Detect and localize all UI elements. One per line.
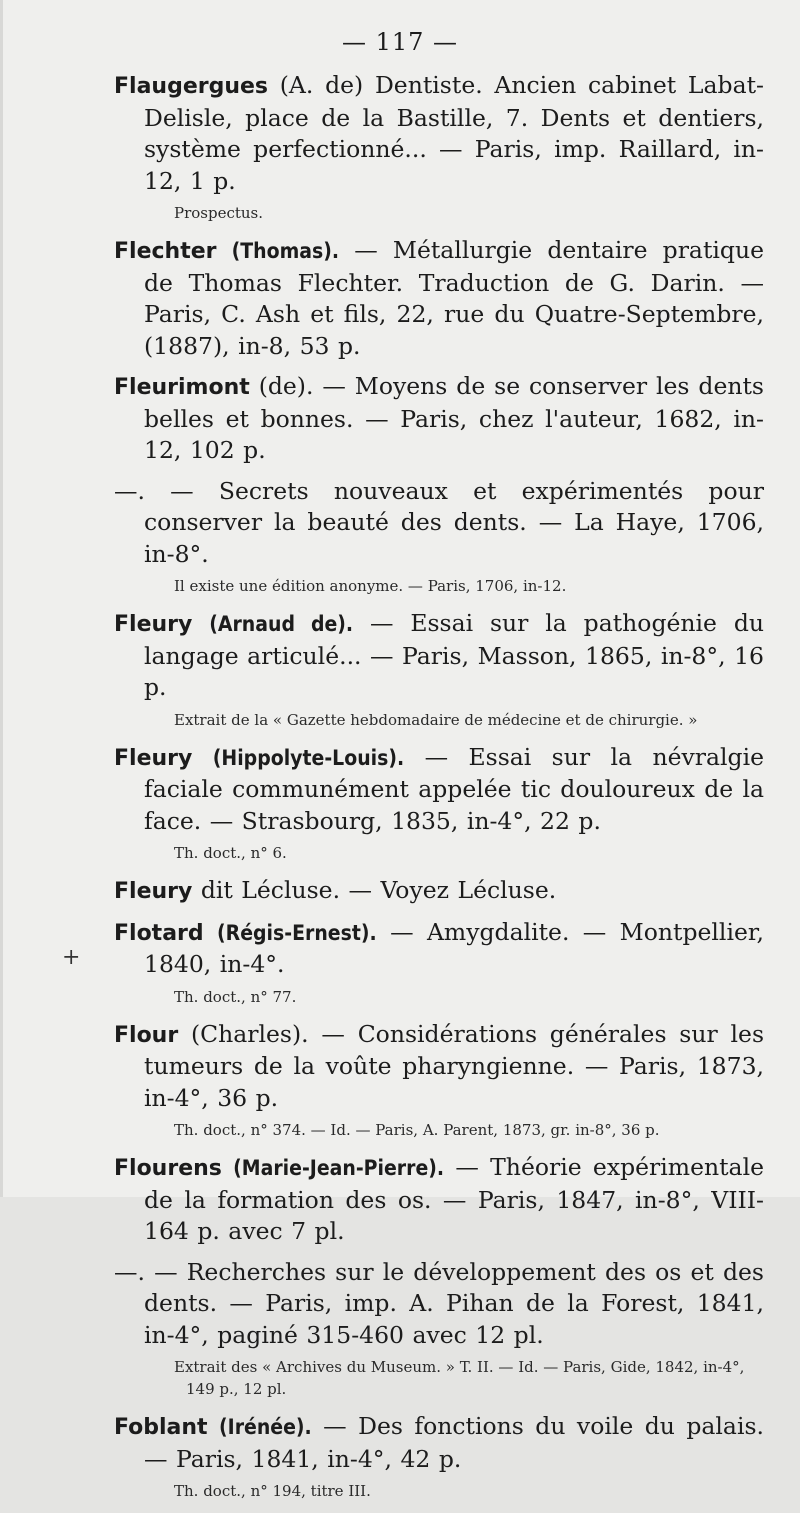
entry-note: Prospectus. xyxy=(174,204,264,222)
entry-fleury-arnaud xyxy=(114,608,764,704)
entry-note: Extrait des « Archives du Museum. » T. II. — Id. — Paris, Gide, 1842, in-4°, 149 p., 12 pl. xyxy=(174,1358,745,1398)
entry-foblant xyxy=(114,1411,764,1475)
entry-flourens xyxy=(114,1152,764,1248)
entry-given-name: (A. de) xyxy=(279,71,364,99)
entry-given-name: (Hippolyte-Louis). xyxy=(212,745,405,770)
entry-flotard xyxy=(114,917,764,981)
entry-text: — Essai sur la pathogénie du langage articulé... — Paris, Masson, 1865, in-8°, 16 p. xyxy=(144,609,764,701)
page-number: — 117 — xyxy=(341,28,459,56)
entry-text: — Théorie expérimentale de la formation des os. — Paris, 1847, in-8°, VIII-164 p. avec 7 pl. xyxy=(144,1153,764,1245)
entry-fleurimont-2 xyxy=(114,476,764,571)
entry-note: Th. doct., n° 194, titre III. xyxy=(174,1482,371,1500)
entry-given-name: (de). xyxy=(258,372,314,400)
entry-author: Fleury xyxy=(114,879,193,904)
entry-text: —. — Recherches sur le développement des os et des dents. — Paris, imp. A. Pihan de la Forest, 1841, in-4°, paginé 315-460 avec 12 pl. xyxy=(114,1257,764,1349)
entry-author: Flechter xyxy=(114,239,217,264)
entry-author: Foblant xyxy=(114,1415,208,1440)
margin-mark: + xyxy=(62,945,81,970)
bibliography-list xyxy=(114,70,764,1513)
entry-text: — Des fonctions du voile du palais. — Paris, 1841, in-4°, 42 p. xyxy=(144,1412,764,1473)
entry-flour xyxy=(114,1019,764,1115)
entry-fleurimont xyxy=(114,371,764,467)
entry-author: Fleurimont xyxy=(114,375,250,400)
entry-text: Dentiste. Ancien cabinet Labat-Delisle, place de la Bastille, 7. Dents et dentiers, système perfectionné... — Paris, imp. Raillard, in-12, 1 p. xyxy=(144,71,764,195)
entry-author: Flotard xyxy=(114,920,204,946)
entry-given-name: (Arnaud de). xyxy=(209,612,354,636)
entry-note: Il existe une édition anonyme. — Paris, 1706, in-12. xyxy=(174,577,567,595)
entry-note: Th. doct., n° 6. xyxy=(174,844,287,862)
entry-flaugergues xyxy=(114,70,764,197)
entry-given-name: (Thomas). xyxy=(231,239,340,263)
entry-author: Flour xyxy=(114,1022,179,1048)
entry-text: —. — Secrets nouveaux et expérimentés pour conserver la beauté des dents. — La Haye, 1706, in-8°. xyxy=(114,476,764,568)
entry-author: Fleury xyxy=(114,745,193,771)
entry-author: Flaugergues xyxy=(114,74,269,99)
page-edge xyxy=(0,0,3,1197)
entry-text: dit Lécluse. — Voyez Lécluse. xyxy=(192,876,557,904)
entry-author: Fleury xyxy=(114,612,193,637)
entry-author: Flourens xyxy=(114,1156,222,1181)
entry-text: — Métallurgie dentaire pratique de Thomas Flechter. Traduction de G. Darin. — Paris, C. Ash et fils, 22, rue du Quatre-Septembre, (1887), in-8, 53 p. xyxy=(144,236,764,360)
entry-given-name: (Irénée). xyxy=(219,1415,312,1439)
entry-text: — Amygdalite. — Montpellier, 1840, in-4°. xyxy=(144,917,764,978)
entry-given-name: (Régis-Ernest). xyxy=(217,920,377,945)
entry-text: (Charles). — Considérations générales sur les tumeurs de la voûte pharyngienne. — Paris, 1873, in-4°, 36 p. xyxy=(144,1019,764,1112)
entry-flechter xyxy=(114,235,764,362)
entry-note: Th. doct., n° 77. xyxy=(174,987,297,1006)
entry-note: Extrait de la « Gazette hebdomadaire de médecine et de chirurgie. » xyxy=(174,710,698,729)
entry-fleury-lecluse xyxy=(114,875,764,908)
entry-note: Th. doct., n° 374. — Id. — Paris, A. Parent, 1873, gr. in-8°, 36 p. xyxy=(174,1121,660,1139)
entry-fleury-hippolyte xyxy=(114,742,764,838)
entry-text: — Moyens de se conserver les dents belles et bonnes. — Paris, chez l'auteur, 1682, in-12, 102 p. xyxy=(144,372,764,464)
entry-text: — Essai sur la névralgie faciale communément appelée tic douloureux de la face. — Strasbourg, 1835, in-4°, 22 p. xyxy=(144,742,764,835)
entry-given-name: (Marie-Jean-Pierre). xyxy=(233,1156,445,1180)
entry-flourens-2 xyxy=(114,1257,764,1352)
